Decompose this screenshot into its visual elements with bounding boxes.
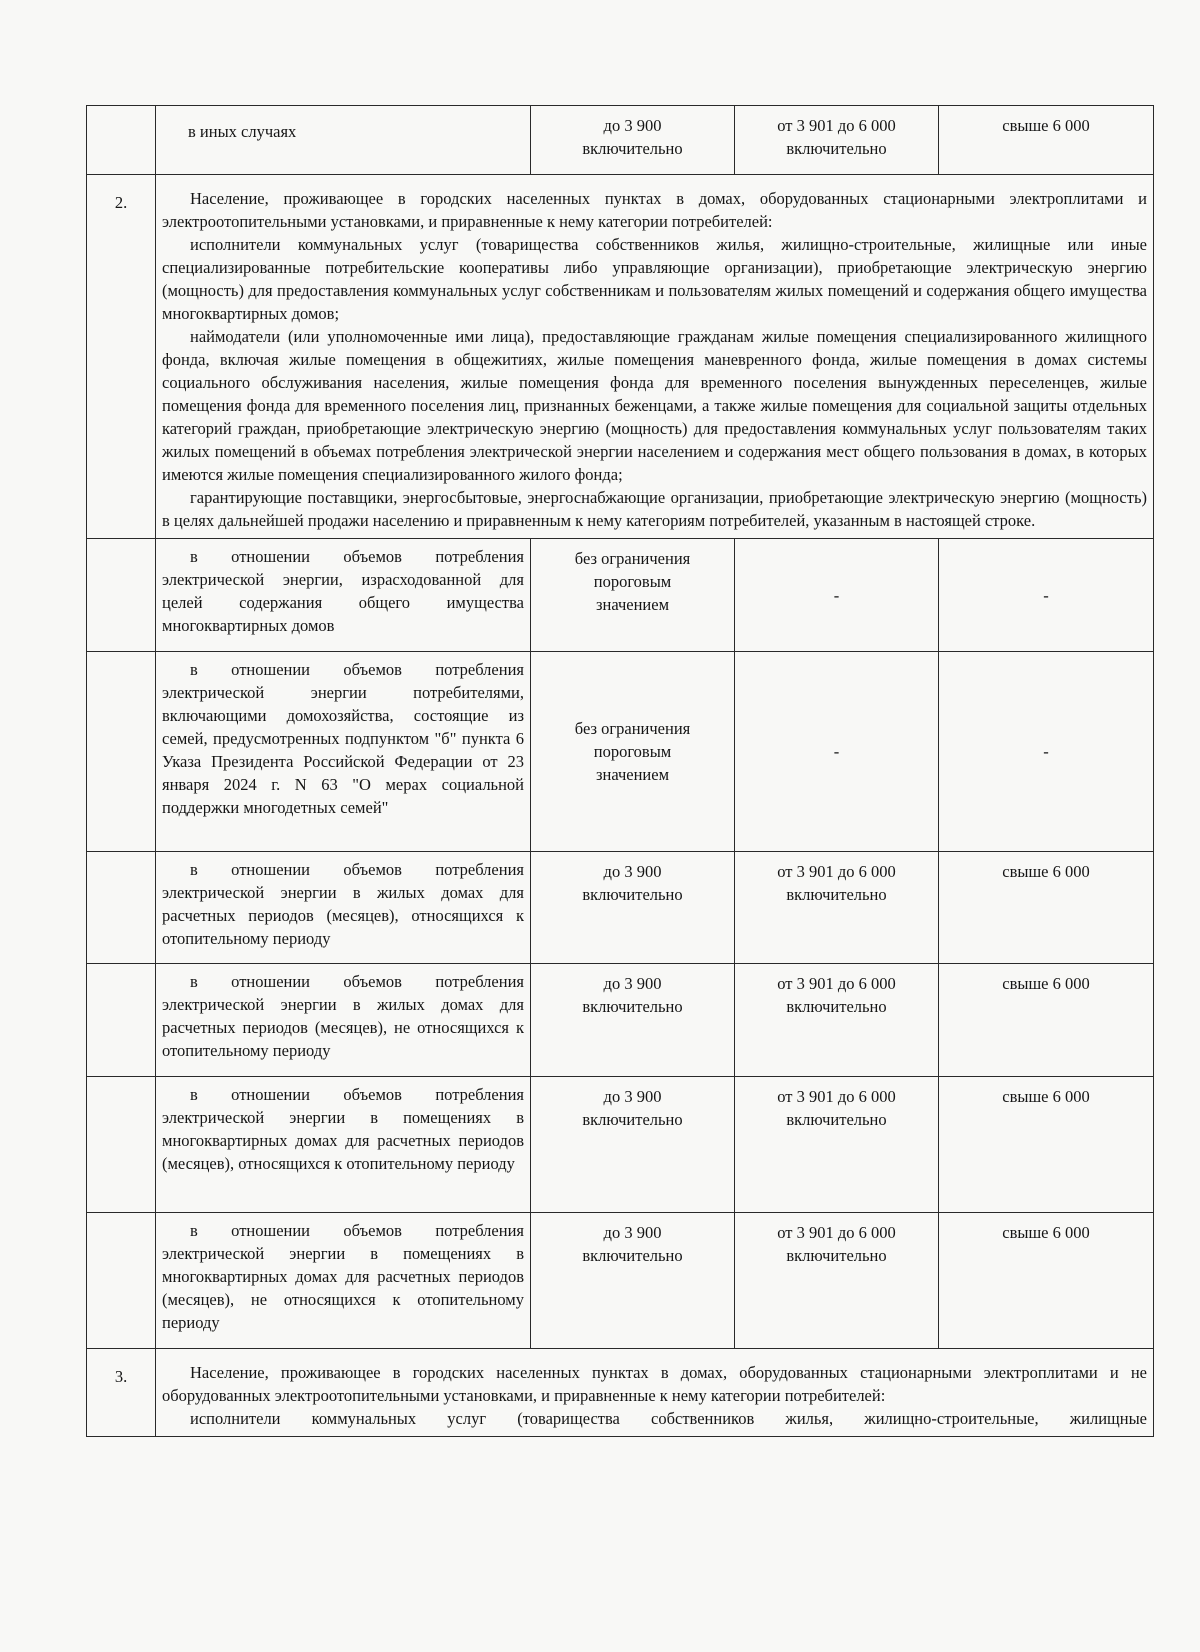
section-paragraph: Население, проживающее в городских населенных пунктах в домах, оборудованных стационарными электроплитами и электроотопительными установками, и приравненные к нему категории потребителей: (162, 189, 1147, 231)
threshold-low-cell: до 3 900 включительно (531, 1213, 735, 1349)
threshold-high-cell: свыше 6 000 (939, 852, 1154, 964)
section-text (156, 175, 1154, 539)
section-paragraph: исполнители коммунальных услуг (товарищества собственников жилья, жилищно-строительные, жилищные (190, 1409, 1147, 1428)
table-row (87, 652, 1154, 852)
table-row (87, 852, 1154, 964)
threshold-high-cell: свыше 6 000 (939, 1077, 1154, 1213)
row-description: в отношении объемов потребления электрической энергии, израсходованной для целей содержания общего имущества многоквартирных домов (156, 539, 531, 652)
row-description: в отношении объемов потребления электрической энергии в помещениях в многоквартирных домах для расчетных периодов (месяцев), относящихся к отопительному периоду (156, 1077, 531, 1213)
threshold-mid-cell: от 3 901 до 6 000 включительно (735, 964, 939, 1077)
section-paragraph: наймодатели (или уполномоченные ими лица), предоставляющие гражданам жилые помещения специализированного жилищного фонда, включая жилые помещения в общежитиях, жилые помещения маневренного фонда, жилые помещения в домах системы социального обслуживания населения, жилые помещения фонда для временного поселения вынужденных переселенцев, жилые помещения фонда для временного поселения лиц, признанных беженцами, а также жилые помещения для социальной защиты отдельных категорий граждан, приобретающие электрическую энергию (мощность) для предоставления коммунальных услуг пользователям таких жилых помещений в объемах потребления электрической энергии населением и содержания мест общего пользования в домах, в которых имеются жилые помещения специализированного жилого фонда; (162, 327, 1147, 484)
row-number-cell (87, 852, 156, 964)
section-text (156, 1349, 1154, 1437)
threshold-mid-cell: от 3 901 до 6 000 включительно (735, 852, 939, 964)
row-number-cell (87, 964, 156, 1077)
row-description: в отношении объемов потребления электрической энергии в жилых домах для расчетных периодов (месяцев), не относящихся к отопительному периоду (156, 964, 531, 1077)
threshold-mid-cell: от 3 901 до 6 000 включительно (735, 1077, 939, 1213)
threshold-high-cell: - (939, 652, 1154, 852)
threshold-low-cell: до 3 900 включительно (531, 852, 735, 964)
section-row (87, 1349, 1154, 1437)
threshold-table (86, 105, 1154, 1437)
row-number-cell (87, 1077, 156, 1213)
row-number-cell (87, 106, 156, 175)
table-row (87, 539, 1154, 652)
section-number: 3. (87, 1349, 156, 1437)
row-number-cell (87, 652, 156, 852)
table-row (87, 1213, 1154, 1349)
section-paragraph: гарантирующие поставщики, энергосбытовые, энергоснабжающие организации, приобретающие электрическую энергию (мощность) в целях дальнейшей продажи населению и приравненным к нему категориям потребителей, указанным в настоящей строке. (162, 488, 1147, 530)
threshold-high-cell: свыше 6 000 (939, 1213, 1154, 1349)
row-description: в отношении объемов потребления электрической энергии в жилых домах для расчетных периодов (месяцев), относящихся к отопительному периоду (156, 852, 531, 964)
threshold-low-cell: до 3 900 включительно (531, 964, 735, 1077)
row-description: в отношении объемов потребления электрической энергии потребителями, включающими домохозяйства, состоящие из семей, предусмотренных подпунктом "б" пункта 6 Указа Президента Российской Федерации от 23 января 2024 г. N 63 "О мерах социальной поддержки многодетных семей" (156, 652, 531, 852)
row-description: в отношении объемов потребления электрической энергии в помещениях в многоквартирных домах для расчетных периодов (месяцев), не относящихся к отопительному периоду (156, 1213, 531, 1349)
threshold-high-cell: свыше 6 000 (939, 964, 1154, 1077)
threshold-high-cell: - (939, 539, 1154, 652)
section-number: 2. (87, 175, 156, 539)
threshold-high-cell: свыше 6 000 (939, 106, 1154, 175)
section-paragraph: Население, проживающее в городских населенных пунктах в домах, оборудованных стационарными электроплитами и не оборудованных электроотопительными установками, и приравненные к нему категории потребителей: (162, 1363, 1147, 1405)
row-number-cell (87, 1213, 156, 1349)
threshold-mid-cell: - (735, 652, 939, 852)
threshold-mid-cell: - (735, 539, 939, 652)
threshold-low-cell: до 3 900 включительно (531, 1077, 735, 1213)
section-row (87, 175, 1154, 539)
table-row (87, 964, 1154, 1077)
row-number-cell (87, 539, 156, 652)
table-row (87, 1077, 1154, 1213)
threshold-mid-cell: от 3 901 до 6 000 включительно (735, 1213, 939, 1349)
section-paragraph: исполнители коммунальных услуг (товарищества собственников жилья, жилищно-строительные, жилищные или иные специализированные потребительские кооперативы либо управляющие организации), приобретающие электрическую энергию (мощность) для предоставления коммунальных услуг собственникам и пользователям жилых помещений и содержания общего имущества многоквартирных домов; (162, 235, 1147, 323)
threshold-low-cell: без ограничения пороговым значением (531, 539, 735, 652)
row-description: в иных случаях (156, 106, 531, 175)
threshold-low-cell: до 3 900 включительно (531, 106, 735, 175)
threshold-low-cell: без ограничения пороговым значением (531, 652, 735, 852)
table-row (87, 106, 1154, 175)
threshold-mid-cell: от 3 901 до 6 000 включительно (735, 106, 939, 175)
